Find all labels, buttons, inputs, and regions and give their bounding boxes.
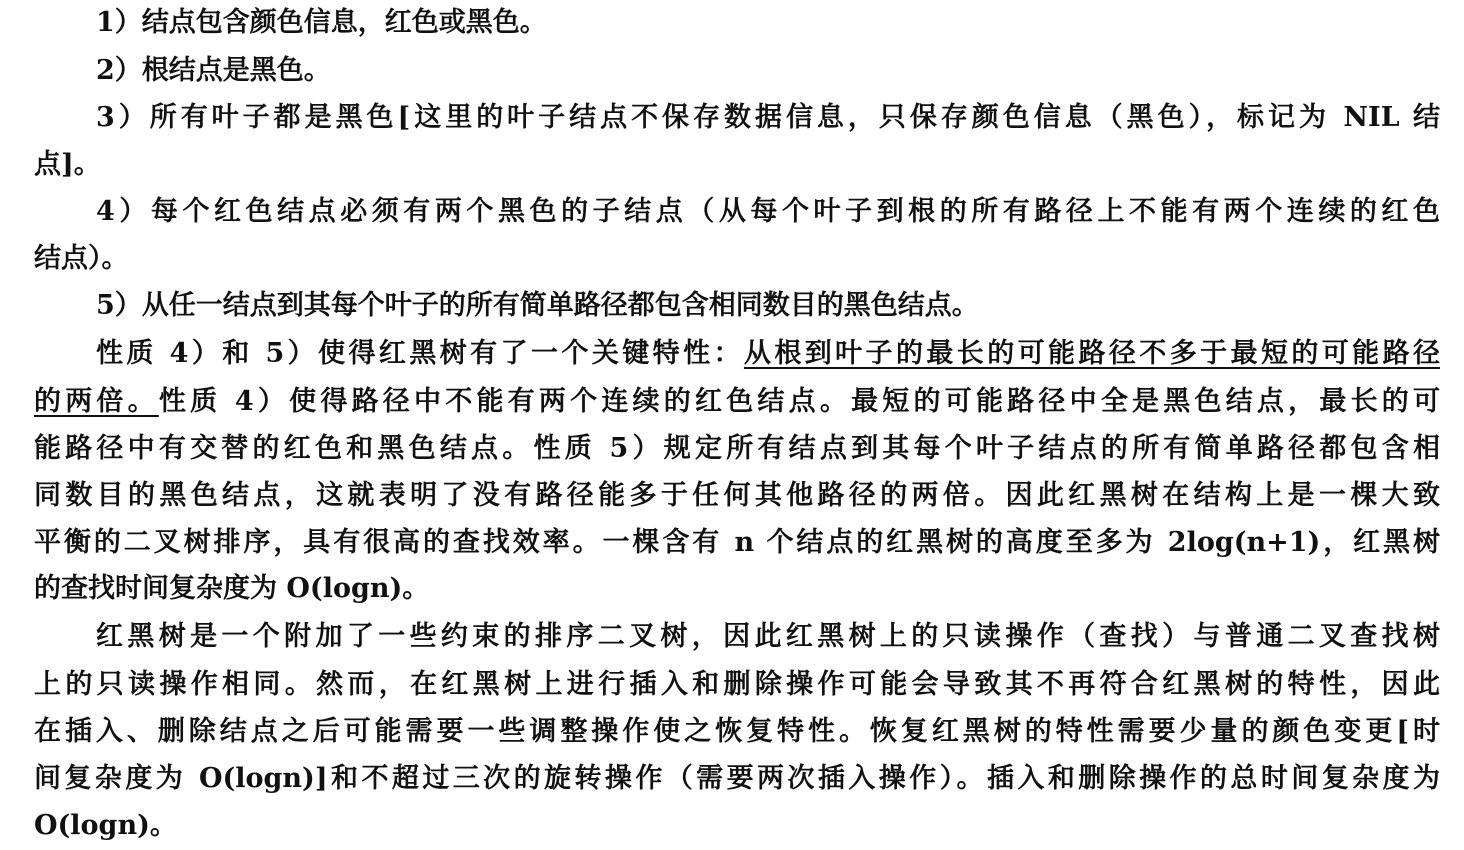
property-2: 2）根结点是黑色。 (96, 55, 331, 86)
paragraph-2-line-5: O(logn)。 (34, 810, 177, 841)
key-property-underlined: 从根到叶子的最长的可能路径不多于最短的可能路径 (743, 338, 1440, 369)
paragraph-1-line-1 (96, 335, 1440, 373)
paragraph-1-intro: 性质 4）和 5）使得红黑树有了一个关键特性： (96, 338, 744, 369)
paragraph-2-line-2: 上的只读操作相同。然而，在红黑树上进行插入和删除操作可能会导致其不再符合红黑树的特性，因此 (34, 669, 1440, 700)
property-1: 1）结点包含颜色信息，红色或黑色。 (96, 7, 547, 38)
paragraph-1-line-5: 平衡的二叉树排序，具有很高的查找效率。一棵含有 n 个结点的红黑树的高度至多为 2log(n+1)，红黑树 (34, 527, 1440, 558)
property-4-line-2: 结点）。 (34, 243, 129, 274)
paragraph-1-line-6: 的查找时间复杂度为 O(logn)。 (34, 573, 430, 604)
paragraph-1-line-4: 同数目的黑色结点，这就表明了没有路径能多于任何其他路径的两倍。因此红黑树在结构上是一棵大致 (34, 480, 1440, 511)
paragraph-1-line-2-text: 性质 4）使得路径中不能有两个连续的红色结点。最短的可能路径中全是黑色结点，最长的可 (158, 386, 1440, 417)
key-property-underlined-end: 的两倍。 (34, 386, 159, 417)
property-4-line-1: 4）每个红色结点必须有两个黑色的子结点（从每个叶子到根的所有路径上不能有两个连续的红色 (96, 196, 1440, 227)
paragraph-2-line-4: 间复杂度为 O(logn)]和不超过三次的旋转操作（需要两次插入操作）。插入和删除操作的总时间复杂度为 (34, 763, 1440, 794)
paragraph-1-line-2 (34, 383, 1440, 421)
paragraph-2-line-1: 红黑树是一个附加了一些约束的排序二叉树，因此红黑树上的只读操作（查找）与普通二叉查找树 (96, 621, 1440, 652)
paragraph-1-line-3: 能路径中有交替的红色和黑色结点。性质 5）规定所有结点到其每个叶子结点的所有简单路径都包含相 (34, 433, 1440, 464)
paragraph-2-line-3: 在插入、删除结点之后可能需要一些调整操作使之恢复特性。恢复红黑树的特性需要少量的颜色变更[时 (34, 716, 1440, 747)
property-3-line-2: 点]。 (34, 149, 101, 180)
property-3-line-1: 3）所有叶子都是黑色[这里的叶子结点不保存数据信息，只保存颜色信息（黑色），标记为 NIL 结 (96, 102, 1440, 133)
property-5: 5）从任一结点到其每个叶子的所有简单路径都包含相同数目的黑色结点。 (96, 290, 979, 321)
